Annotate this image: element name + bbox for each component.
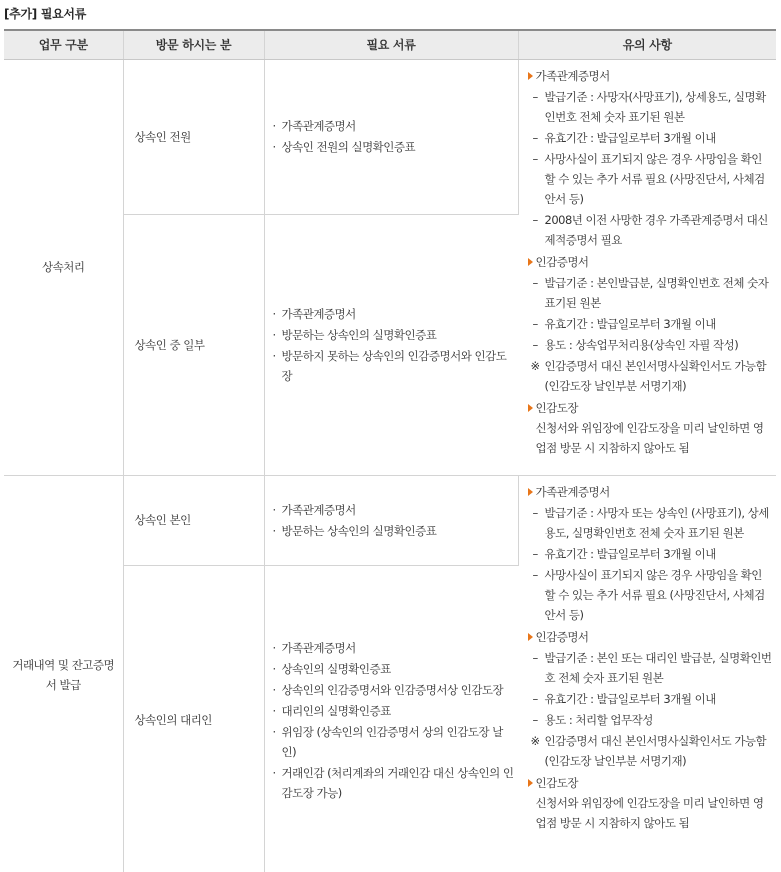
document-item: · 가족관계증명서 xyxy=(273,638,515,658)
task-category-cell: 거래내역 및 잔고증명서 발급 xyxy=(4,475,123,872)
visitor-cell: 상속인 전원 xyxy=(123,59,264,214)
note-title: 인감증명서 xyxy=(527,252,773,272)
note-item: – 유효기간 : 발급일로부터 3개월 이내 xyxy=(527,544,773,564)
note-item: – 유효기간 : 발급일로부터 3개월 이내 xyxy=(527,128,773,148)
document-item: · 방문하지 못하는 상속인의 인감증명서와 인감도장 xyxy=(273,346,515,386)
document-item: · 상속인의 실명확인증표 xyxy=(273,659,515,679)
note-title: 인감도장 xyxy=(527,398,773,418)
document-list xyxy=(273,500,514,541)
visitor-cell: 상속인의 대리인 xyxy=(123,565,264,872)
required-docs-cell xyxy=(264,59,518,214)
note-item: – 발급기준 : 사망자(사망표기), 상세용도, 실명확인번호 전체 숫자 표기된 원본 xyxy=(527,87,773,127)
table-row xyxy=(4,475,776,565)
notes-cell xyxy=(518,475,776,872)
note-group xyxy=(527,66,773,250)
document-item: · 상속인 전원의 실명확인증표 xyxy=(273,137,514,157)
table-header-row xyxy=(4,31,776,59)
document-item: · 위임장 (상속인의 인감증명서 상의 인감도장 날인) xyxy=(273,722,515,762)
header-task-type: 업무 구분 xyxy=(4,31,123,59)
note-item: – 사망사실이 표기되지 않은 경우 사망임을 확인할 수 있는 추가 서류 필요 (사망진단서, 사체검안서 등) xyxy=(527,565,773,625)
required-docs-cell xyxy=(264,214,518,475)
note-item: – 유효기간 : 발급일로부터 3개월 이내 xyxy=(527,689,773,709)
document-item: · 상속인의 인감증명서와 인감증명서상 인감도장 xyxy=(273,680,515,700)
note-item: – 유효기간 : 발급일로부터 3개월 이내 xyxy=(527,314,773,334)
note-title: 가족관계증명서 xyxy=(527,482,773,502)
page-title: [추가] 필요서류 xyxy=(4,7,86,21)
document-item: · 방문하는 상속인의 실명확인증표 xyxy=(273,521,514,541)
note-group xyxy=(527,773,773,833)
note-item: 신청서와 위임장에 인감도장을 미리 날인하면 영업점 방문 시 지참하지 않아도 됨 xyxy=(535,795,764,830)
note-group xyxy=(527,252,773,396)
document-item: · 가족관계증명서 xyxy=(273,304,515,324)
visitor-cell: 상속인 중 일부 xyxy=(123,214,264,475)
note-group xyxy=(527,398,773,458)
note-item: ※ 인감증명서 대신 본인서명사실확인서도 가능함 (인감도장 날인부분 서명기재) xyxy=(527,356,773,396)
document-item: · 방문하는 상속인의 실명확인증표 xyxy=(273,325,515,345)
note-group xyxy=(527,627,773,771)
note-item: – 발급기준 : 본인 또는 대리인 발급분, 실명확인번호 전체 숫자 표기된 원본 xyxy=(527,648,773,688)
note-item: – 용도 : 처리할 업무작성 xyxy=(527,710,773,730)
note-item: – 발급기준 : 본인발급분, 실명확인번호 전체 숫자 표기된 원본 xyxy=(527,273,773,313)
header-required-docs: 필요 서류 xyxy=(264,31,518,59)
document-item: · 가족관계증명서 xyxy=(273,116,514,136)
header-visitor: 방문 하시는 분 xyxy=(123,31,264,59)
note-item: ※ 인감증명서 대신 본인서명사실확인서도 가능함 (인감도장 날인부분 서명기재) xyxy=(527,731,773,771)
note-item: 신청서와 위임장에 인감도장을 미리 날인하면 영업점 방문 시 지참하지 않아도 됨 xyxy=(535,420,764,455)
document-item: · 대리인의 실명확인증표 xyxy=(273,701,515,721)
note-group xyxy=(527,482,773,625)
note-item: – 2008년 이전 사망한 경우 가족관계증명서 대신 제적증명서 필요 xyxy=(527,210,773,250)
note-title: 인감증명서 xyxy=(527,627,773,647)
table-row xyxy=(4,59,776,214)
visitor-cell: 상속인 본인 xyxy=(123,475,264,565)
note-title: 가족관계증명서 xyxy=(527,66,773,86)
notes-cell xyxy=(518,59,776,475)
document-list xyxy=(273,116,514,157)
required-docs-cell xyxy=(264,565,518,872)
required-documents-table xyxy=(4,29,776,872)
document-item: · 거래인감 (처리계좌의 거래인감 대신 상속인의 인감도장 가능) xyxy=(273,763,515,803)
required-docs-cell xyxy=(264,475,518,565)
task-category-cell: 상속처리 xyxy=(4,59,123,475)
document-list xyxy=(273,638,515,803)
note-item: – 발급기준 : 사망자 또는 상속인 (사망표기), 상세용도, 실명확인번호 전체 숫자 표기된 원본 xyxy=(527,503,773,543)
note-item: – 사망사실이 표기되지 않은 경우 사망임을 확인할 수 있는 추가 서류 필요 (사망진단서, 사체검안서 등) xyxy=(527,149,773,209)
document-list xyxy=(273,304,515,386)
note-item: – 용도 : 상속업무처리용(상속인 자필 작성) xyxy=(527,335,773,355)
header-notes: 유의 사항 xyxy=(518,31,776,59)
note-title: 인감도장 xyxy=(527,773,773,793)
document-item: · 가족관계증명서 xyxy=(273,500,514,520)
